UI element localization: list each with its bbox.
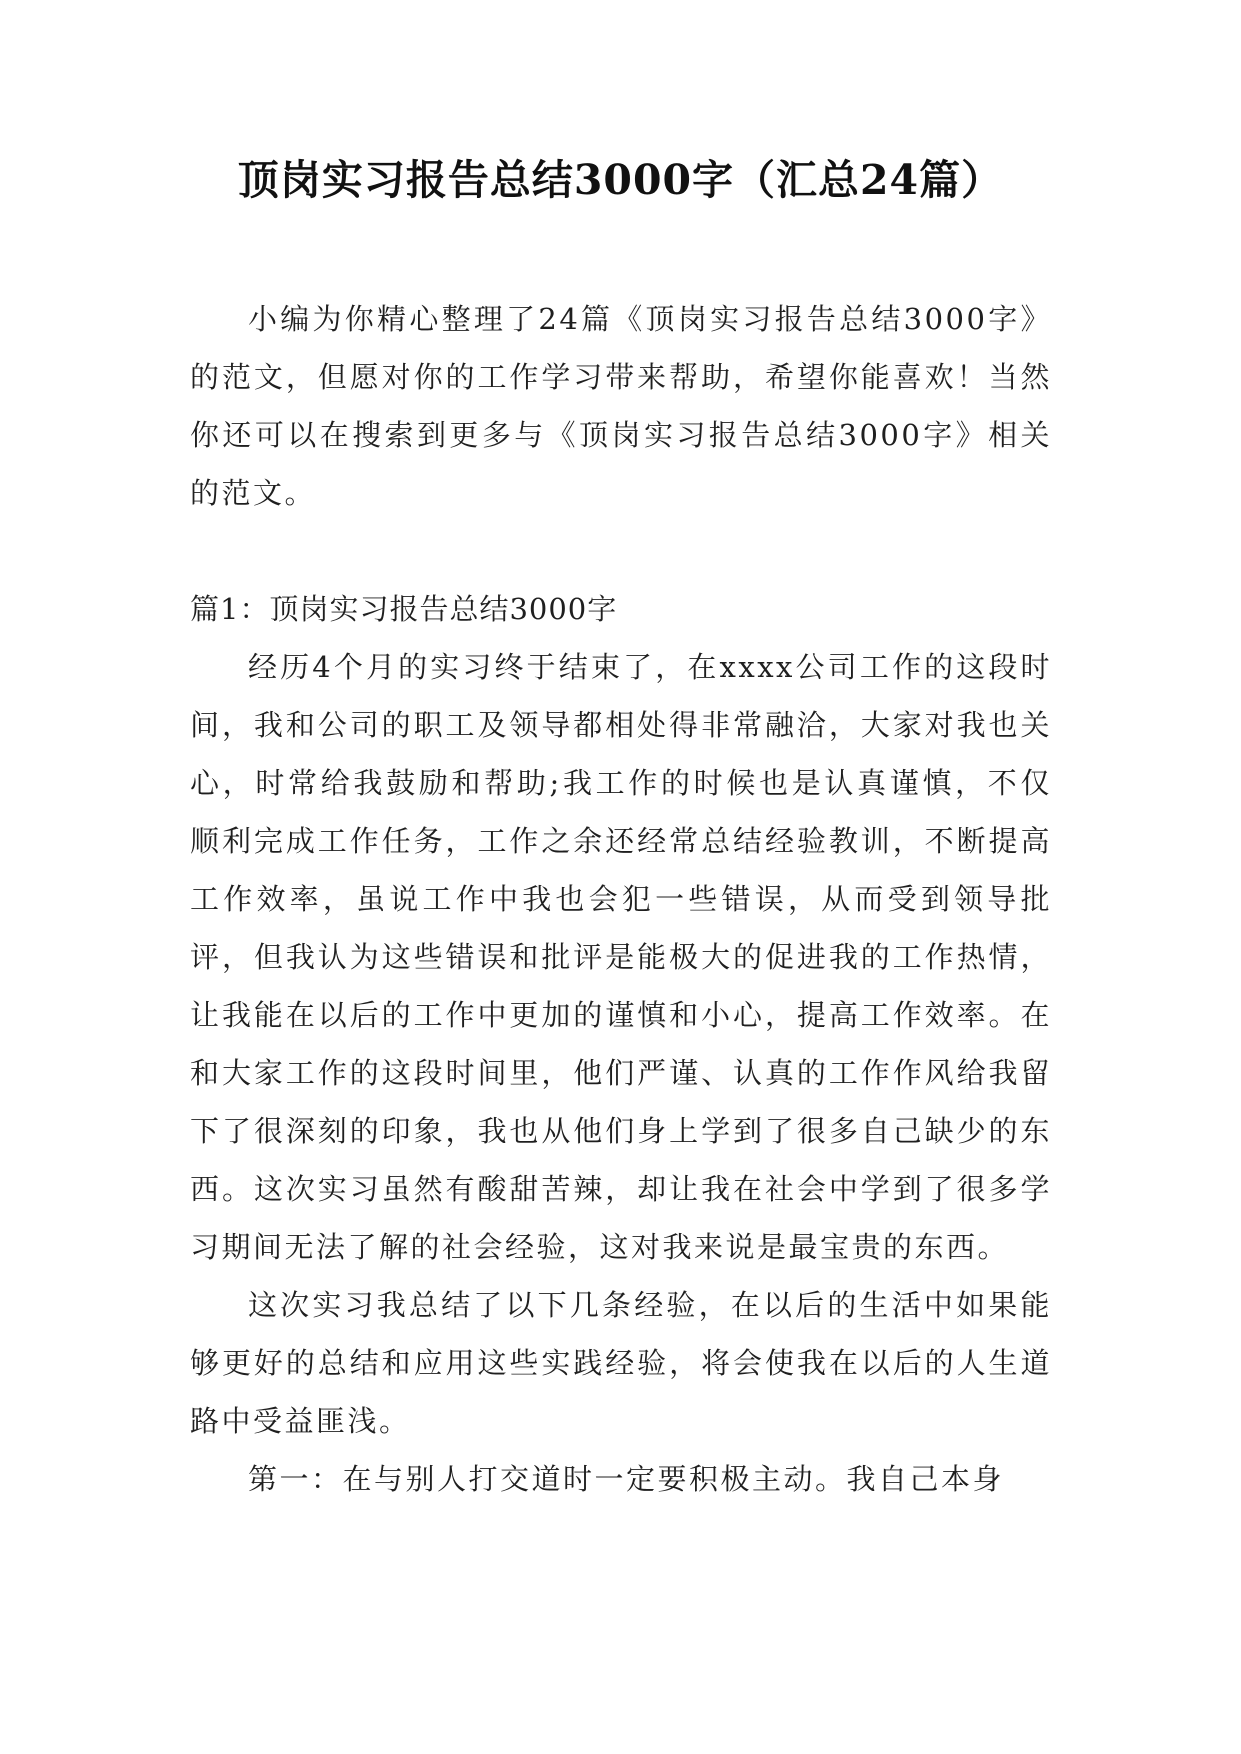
section-heading: 篇1：顶岗实习报告总结3000字 xyxy=(190,592,618,626)
document-title: 顶岗实习报告总结3000字（汇总24篇） xyxy=(237,156,1004,204)
body-paragraph: 经历4个月的实习终于结束了，在xxxx公司工作的这段时间，我和公司的职工及领导都相处得非常融洽，大家对我也关心，时常给我鼓励和帮助;我工作的时候也是认真谨慎，不仅顺利完成工作任务，工作之余还经常总结经验教训，不断提高工作效率，虽说工作中我也会犯一些错误，从而受到领导批评，但我认为这些错误和批评是能极大的促进我的工作热情，让我能在以后的工作中更加的谨慎和小心，提高工作效率。在和大家工作的这段时间里，他们严谨、认真的工作作风给我留下了很深刻的印象，我也从他们身上学到了很多自己缺少的东西。这次实习虽然有酸甜苦辣，却让我在社会中学到了很多学习期间无法了解的社会经验，这对我来说是最宝贵的东西。 xyxy=(190,650,1052,1264)
intro-paragraph: 小编为你精心整理了24篇《顶岗实习报告总结3000字》的范文，但愿对你的工作学习带来帮助，希望你能喜欢！当然你还可以在搜索到更多与《顶岗实习报告总结3000字》相关的范文。 xyxy=(190,302,1052,510)
body-paragraph: 这次实习我总结了以下几条经验，在以后的生活中如果能够更好的总结和应用这些实践经验，将会使我在以后的人生道路中受益匪浅。 xyxy=(190,1288,1052,1438)
document-body xyxy=(190,290,1052,1508)
body-paragraph: 第一：在与别人打交道时一定要积极主动。我自己本身 xyxy=(248,1462,1005,1496)
